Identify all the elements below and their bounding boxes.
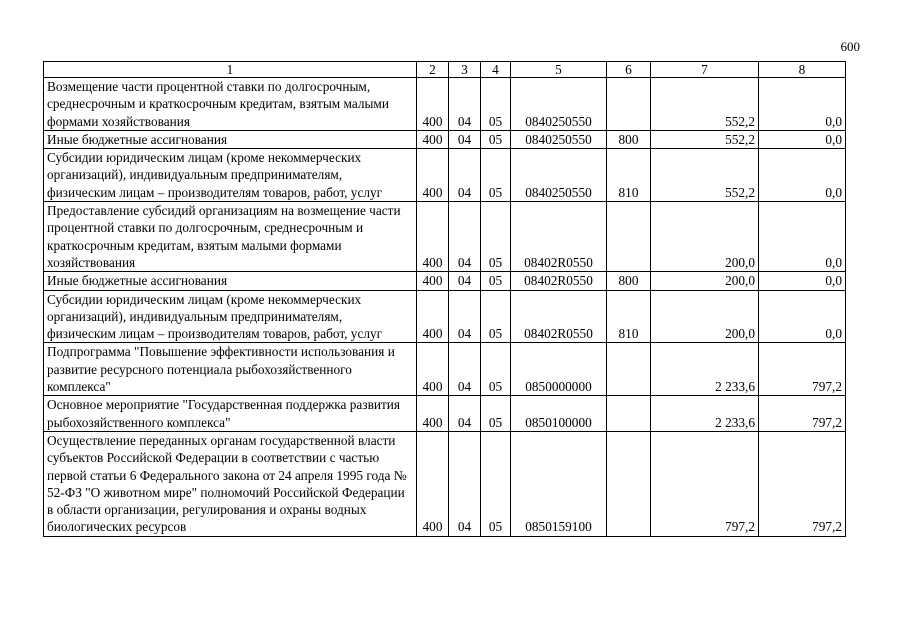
- row-section-code: 04: [449, 272, 481, 290]
- row-section-code: 04: [449, 202, 481, 272]
- row-ministry-code: 400: [417, 202, 449, 272]
- table-row: [44, 78, 846, 131]
- row-subsection-code: 05: [481, 290, 511, 343]
- table-row: [44, 431, 846, 536]
- row-section-code: 04: [449, 149, 481, 202]
- row-name: Возмещение части процентной ставки по долгосрочным, среднесрочным и краткосрочным кредитам, взятым малыми формами хозяйствования: [44, 78, 417, 131]
- budget-table: [43, 61, 846, 537]
- row-expense-type: [607, 202, 651, 272]
- row-name: Основное мероприятие "Государственная поддержка развития рыбохозяйственного комплекса": [44, 396, 417, 432]
- row-section-code: 04: [449, 78, 481, 131]
- row-amount-1: 200,0: [651, 290, 759, 343]
- row-amount-1: 200,0: [651, 202, 759, 272]
- row-target-article: 0840250550: [511, 149, 607, 202]
- row-amount-2: 0,0: [759, 290, 846, 343]
- column-header: 6: [607, 62, 651, 78]
- row-name: Субсидии юридическим лицам (кроме некоммерческих организаций), индивидуальным предпринимателям, физическим лицам – производителям товаров, работ, услуг: [44, 290, 417, 343]
- row-subsection-code: 05: [481, 149, 511, 202]
- row-subsection-code: 05: [481, 272, 511, 290]
- column-header: 4: [481, 62, 511, 78]
- row-section-code: 04: [449, 130, 481, 148]
- row-amount-1: 552,2: [651, 78, 759, 131]
- header-row: [44, 62, 846, 78]
- column-header: 1: [44, 62, 417, 78]
- row-subsection-code: 05: [481, 202, 511, 272]
- table-row: [44, 343, 846, 396]
- row-amount-2: 0,0: [759, 272, 846, 290]
- row-name: Иные бюджетные ассигнования: [44, 272, 417, 290]
- row-expense-type: 800: [607, 272, 651, 290]
- row-name: Подпрограмма "Повышение эффективности использования и развитие ресурсного потенциала рыбохозяйственного комплекса": [44, 343, 417, 396]
- row-ministry-code: 400: [417, 130, 449, 148]
- row-name: Осуществление переданных органам государственной власти субъектов Российской Федерации в соответствии с частью первой статьи 6 Федерального закона от 24 апреля 1995 года № 52-ФЗ "О животном мире" полномочий Российской Федерации в области организации, регулирования и охраны водных биологических ресурсов: [44, 431, 417, 536]
- row-expense-type: [607, 396, 651, 432]
- row-amount-1: 797,2: [651, 431, 759, 536]
- row-expense-type: 810: [607, 149, 651, 202]
- table-row: [44, 290, 846, 343]
- column-header: 7: [651, 62, 759, 78]
- row-amount-2: 0,0: [759, 78, 846, 131]
- row-target-article: 08402R0550: [511, 272, 607, 290]
- row-ministry-code: 400: [417, 149, 449, 202]
- row-amount-2: 0,0: [759, 130, 846, 148]
- row-ministry-code: 400: [417, 343, 449, 396]
- row-expense-type: [607, 431, 651, 536]
- row-subsection-code: 05: [481, 130, 511, 148]
- row-subsection-code: 05: [481, 78, 511, 131]
- row-name: Иные бюджетные ассигнования: [44, 130, 417, 148]
- row-expense-type: 810: [607, 290, 651, 343]
- row-ministry-code: 400: [417, 78, 449, 131]
- row-target-article: 0850159100: [511, 431, 607, 536]
- row-ministry-code: 400: [417, 272, 449, 290]
- row-target-article: 0840250550: [511, 130, 607, 148]
- column-header: 8: [759, 62, 846, 78]
- table-row: [44, 202, 846, 272]
- table-row: [44, 149, 846, 202]
- table-row: [44, 396, 846, 432]
- page-number: 600: [840, 39, 860, 54]
- row-section-code: 04: [449, 396, 481, 432]
- row-subsection-code: 05: [481, 431, 511, 536]
- row-amount-1: 200,0: [651, 272, 759, 290]
- row-amount-1: 2 233,6: [651, 396, 759, 432]
- row-amount-2: 797,2: [759, 343, 846, 396]
- column-header: 5: [511, 62, 607, 78]
- row-name: Предоставление субсидий организациям на возмещение части процентной ставки по долгосрочным, среднесрочным и краткосрочным кредитам, взятым малыми формами хозяйствования: [44, 202, 417, 272]
- row-amount-1: 2 233,6: [651, 343, 759, 396]
- table-row: [44, 272, 846, 290]
- row-expense-type: 800: [607, 130, 651, 148]
- row-amount-2: 0,0: [759, 149, 846, 202]
- row-subsection-code: 05: [481, 343, 511, 396]
- row-section-code: 04: [449, 431, 481, 536]
- row-target-article: 0850000000: [511, 343, 607, 396]
- row-target-article: 0840250550: [511, 78, 607, 131]
- table-row: [44, 130, 846, 148]
- row-name: Субсидии юридическим лицам (кроме некоммерческих организаций), индивидуальным предпринимателям, физическим лицам – производителям товаров, работ, услуг: [44, 149, 417, 202]
- row-ministry-code: 400: [417, 431, 449, 536]
- row-amount-1: 552,2: [651, 149, 759, 202]
- row-ministry-code: 400: [417, 290, 449, 343]
- row-target-article: 08402R0550: [511, 290, 607, 343]
- row-expense-type: [607, 78, 651, 131]
- row-amount-2: 797,2: [759, 431, 846, 536]
- row-subsection-code: 05: [481, 396, 511, 432]
- column-header: 3: [449, 62, 481, 78]
- column-header: 2: [417, 62, 449, 78]
- row-target-article: 0850100000: [511, 396, 607, 432]
- row-amount-2: 0,0: [759, 202, 846, 272]
- row-amount-2: 797,2: [759, 396, 846, 432]
- row-target-article: 08402R0550: [511, 202, 607, 272]
- row-section-code: 04: [449, 343, 481, 396]
- row-amount-1: 552,2: [651, 130, 759, 148]
- row-expense-type: [607, 343, 651, 396]
- row-section-code: 04: [449, 290, 481, 343]
- row-ministry-code: 400: [417, 396, 449, 432]
